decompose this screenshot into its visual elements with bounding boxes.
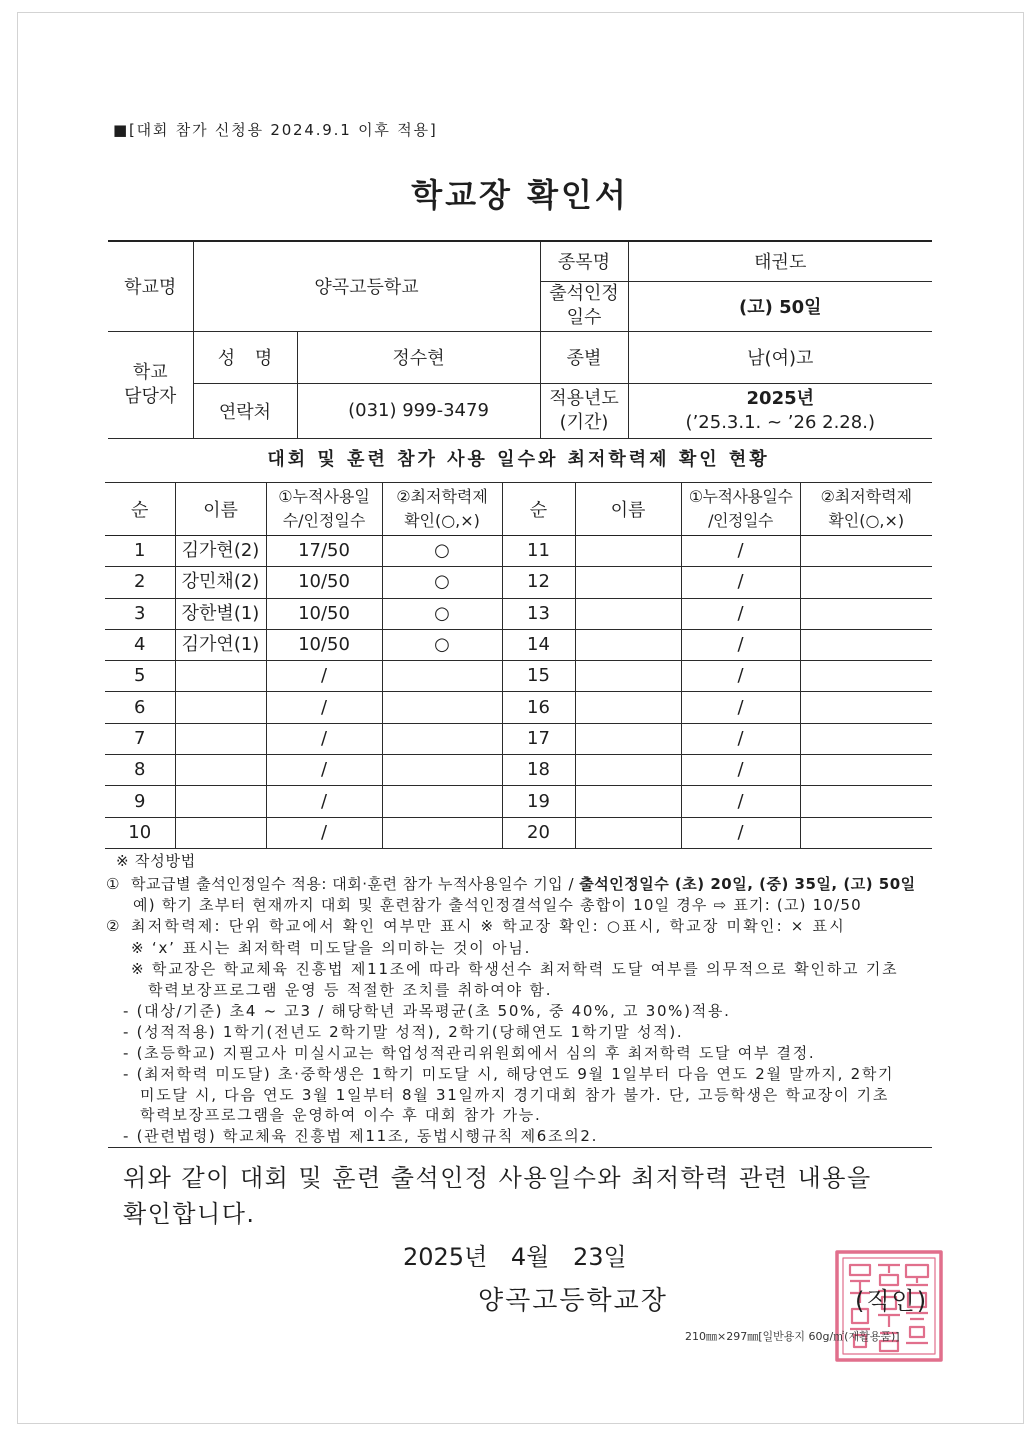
right-usage-days-cell: /: [681, 661, 800, 692]
right-min-achievement-check-cell: [800, 723, 932, 754]
item-2-marker: ②: [106, 917, 120, 935]
left-row-number-cell: 10: [105, 817, 175, 848]
attendance-days-value: (고) 50일: [628, 281, 932, 331]
school-name-label: 학교명: [108, 241, 193, 331]
right-min-achievement-check-cell: [800, 536, 932, 567]
left-usage-days-cell: /: [266, 817, 382, 848]
school-info-table: [108, 240, 932, 439]
left-usage-days-cell: /: [266, 723, 382, 754]
right-row-number-cell: 16: [502, 692, 575, 723]
instructions-heading: ※ 작성방법: [116, 852, 197, 870]
table-row: [105, 692, 932, 723]
instruction-item-1: [106, 874, 916, 894]
header-no-left: 순: [105, 483, 175, 536]
right-usage-days-cell: /: [681, 536, 800, 567]
right-min-achievement-check-cell: [800, 598, 932, 629]
left-min-achievement-check-cell: ○: [382, 629, 502, 660]
left-min-achievement-check-cell: [382, 817, 502, 848]
right-usage-days-cell: /: [681, 817, 800, 848]
period-label: [540, 383, 628, 438]
status-table-body: [105, 536, 932, 849]
item-2-note: ※ 학교장은 학교체육 진흥법 제11조에 따라 학생선수 최저학력 도달 여부를 의무적으로 확인하고 기초: [131, 960, 899, 978]
left-student-name-cell: [175, 786, 266, 817]
right-student-name-cell: [575, 786, 681, 817]
right-row-number-cell: 11: [502, 536, 575, 567]
period-year: 2025년: [746, 387, 815, 409]
left-student-name-cell: [175, 755, 266, 786]
left-row-number-cell: 8: [105, 755, 175, 786]
right-student-name-cell: [575, 629, 681, 660]
left-usage-days-cell: 10/50: [266, 629, 382, 660]
left-row-number-cell: 1: [105, 536, 175, 567]
header-line: ①누적사용일수: [688, 487, 793, 506]
detail-line: - (대상/기준) 초4 ~ 고3 / 해당학년 과목평균(초 50%, 중 40%, 고 30%)적용.: [123, 1002, 731, 1020]
left-row-number-cell: 6: [105, 692, 175, 723]
left-usage-days-cell: /: [266, 661, 382, 692]
manager-label: [108, 331, 193, 438]
header-line: ①누적사용일: [278, 487, 370, 506]
sport-label: 종목명: [540, 241, 628, 281]
left-student-name-cell: [175, 661, 266, 692]
category-label: 종별: [540, 331, 628, 383]
left-row-number-cell: 4: [105, 629, 175, 660]
item-1-bold-text: 출석인정일수 (초) 20일, (중) 35일, (고) 50일: [579, 875, 916, 893]
right-min-achievement-check-cell: [800, 692, 932, 723]
left-min-achievement-check-cell: ○: [382, 536, 502, 567]
right-usage-days-cell: /: [681, 629, 800, 660]
left-min-achievement-check-cell: [382, 723, 502, 754]
header-name-left: 이름: [175, 483, 266, 536]
item-2-note: ※ ‘x’ 표시는 최저학력 미도달을 의미하는 것이 아님.: [131, 939, 532, 957]
right-student-name-cell: [575, 692, 681, 723]
left-student-name-cell: [175, 817, 266, 848]
info-row: [108, 331, 932, 383]
left-row-number-cell: 5: [105, 661, 175, 692]
left-usage-days-cell: /: [266, 692, 382, 723]
detail-line: - (초등학교) 지필고사 미실시교는 학업성적관리위원회에서 심의 후 최저학력 도달 여부 결정.: [123, 1044, 816, 1062]
confirmation-date: 2025년 4월 23일: [403, 1243, 627, 1271]
left-row-number-cell: 3: [105, 598, 175, 629]
paper-spec: 210㎜×297㎜[일반용지 60g/㎡(재활용품)]: [685, 1330, 900, 1343]
confirmation-text-line: 확인합니다.: [123, 1200, 256, 1228]
left-usage-days-cell: 10/50: [266, 598, 382, 629]
manager-label-line: 학교: [132, 361, 168, 383]
left-usage-days-cell: 10/50: [266, 567, 382, 598]
table-row: [105, 629, 932, 660]
right-usage-days-cell: /: [681, 723, 800, 754]
right-row-number-cell: 17: [502, 723, 575, 754]
category-value: 남(여)고: [628, 331, 932, 383]
signer-name: 양곡고등학교장: [478, 1286, 668, 1316]
left-min-achievement-check-cell: [382, 692, 502, 723]
right-student-name-cell: [575, 817, 681, 848]
period-range: (’25.3.1. ~ ’26 2.28.): [685, 411, 875, 433]
table-row: [105, 567, 932, 598]
item-1-marker: ①: [106, 875, 120, 893]
left-student-name-cell: 김가현(2): [175, 536, 266, 567]
manager-label-line: 담당자: [124, 385, 177, 407]
seal-label: (직인): [855, 1287, 929, 1315]
right-min-achievement-check-cell: [800, 629, 932, 660]
detail-line: - (최저학력 미도달) 초·중학생은 1학기 미도달 시, 해당연도 9월 1일부터 다음 연도 2월 말까지, 2학기: [123, 1065, 895, 1083]
right-student-name-cell: [575, 598, 681, 629]
right-usage-days-cell: /: [681, 755, 800, 786]
right-usage-days-cell: /: [681, 567, 800, 598]
right-usage-days-cell: /: [681, 786, 800, 817]
right-row-number-cell: 15: [502, 661, 575, 692]
info-row: [108, 383, 932, 438]
left-usage-days-cell: /: [266, 755, 382, 786]
right-row-number-cell: 20: [502, 817, 575, 848]
right-student-name-cell: [575, 723, 681, 754]
item-1-text: 학교급별 출석인정일수 적용: 대회·훈련 참가 누적사용일수 기입 /: [131, 875, 580, 893]
confirmation-text-line: 위와 같이 대회 및 훈련 출석인정 사용일수와 최저학력 관련 내용을: [123, 1164, 872, 1192]
document-title: 학교장 확인서: [411, 176, 629, 214]
right-min-achievement-check-cell: [800, 755, 932, 786]
section-divider: [108, 1147, 932, 1148]
name-label: 성 명: [193, 331, 297, 383]
left-usage-days-cell: 17/50: [266, 536, 382, 567]
detail-line: 미도달 시, 다음 연도 3월 1일부터 8월 31일까지 경기대회 참가 불가. 단, 고등학생은 학교장이 기초: [140, 1086, 890, 1104]
right-min-achievement-check-cell: [800, 661, 932, 692]
header-days-left: [266, 483, 382, 536]
table-row: [105, 661, 932, 692]
header-no-right: 순: [502, 483, 575, 536]
left-min-achievement-check-cell: ○: [382, 567, 502, 598]
left-student-name-cell: 장한별(1): [175, 598, 266, 629]
detail-line: - (성적적용) 1학기(전년도 2학기말 성적), 2학기(당해연도 1학기말 성적).: [123, 1023, 684, 1041]
right-min-achievement-check-cell: [800, 786, 932, 817]
table-row: [105, 786, 932, 817]
left-student-name-cell: [175, 692, 266, 723]
left-min-achievement-check-cell: [382, 755, 502, 786]
table-row: [105, 598, 932, 629]
right-row-number-cell: 13: [502, 598, 575, 629]
header-check-right: [800, 483, 932, 536]
header-check-left: [382, 483, 502, 536]
header-line: 수/인정일수: [282, 511, 366, 530]
left-usage-days-cell: /: [266, 786, 382, 817]
detail-line: 학력보장프로그램을 운영하여 이수 후 대회 참가 가능.: [140, 1106, 542, 1124]
right-row-number-cell: 14: [502, 629, 575, 660]
right-student-name-cell: [575, 567, 681, 598]
instruction-item-2: [106, 916, 846, 936]
form-usage-note: ■[대회 참가 신청용 2024.9.1 이후 적용]: [113, 121, 438, 139]
item-2-note: 학력보장프로그램 운영 등 적절한 조치를 취하여야 함.: [148, 981, 553, 999]
status-section-heading: 대회 및 훈련 참가 사용 일수와 최저학력제 확인 현황: [267, 449, 770, 470]
contact-value: (031) 999-3479: [297, 383, 540, 438]
right-student-name-cell: [575, 536, 681, 567]
left-student-name-cell: 김가연(1): [175, 629, 266, 660]
header-line: /인정일수: [708, 511, 773, 530]
right-usage-days-cell: /: [681, 692, 800, 723]
attendance-days-label: [540, 281, 628, 331]
header-line: 확인(○,×): [404, 511, 480, 530]
right-row-number-cell: 12: [502, 567, 575, 598]
left-student-name-cell: [175, 723, 266, 754]
right-usage-days-cell: /: [681, 598, 800, 629]
item-1-example: 예) 학기 초부터 현재까지 대회 및 훈련참가 출석인정결석일수 총합이 10일 경우 ⇨ 표기: (고) 10/50: [133, 896, 862, 914]
detail-line: - (관련법령) 학교체육 진흥법 제11조, 동법시행규칙 제6조의2.: [123, 1127, 599, 1145]
right-student-name-cell: [575, 661, 681, 692]
right-student-name-cell: [575, 755, 681, 786]
table-row: [105, 755, 932, 786]
period-label-line: 적용년도: [549, 387, 619, 409]
table-row: [105, 536, 932, 567]
header-name-right: 이름: [575, 483, 681, 536]
header-line: 확인(○,×): [828, 511, 905, 530]
header-days-right: [681, 483, 800, 536]
info-row: [108, 241, 932, 281]
sport-value: 태권도: [628, 241, 932, 281]
school-name-value: 양곡고등학교: [193, 241, 540, 331]
contact-label: 연락처: [193, 383, 297, 438]
left-min-achievement-check-cell: [382, 786, 502, 817]
manager-name: 정수현: [297, 331, 540, 383]
left-student-name-cell: 강민채(2): [175, 567, 266, 598]
header-line: ②최저학력제: [820, 487, 913, 506]
period-label-line: (기간): [559, 411, 609, 433]
left-row-number-cell: 7: [105, 723, 175, 754]
table-row: [105, 723, 932, 754]
right-row-number-cell: 19: [502, 786, 575, 817]
header-line: ②최저학력제: [396, 487, 488, 506]
attendance-label-line: 출석인정: [549, 283, 619, 304]
status-table: [105, 482, 932, 849]
item-2-text: 최저학력제: 단위 학교에서 확인 여부만 표시 ※ 학교장 확인: ○표시, 학교장 미확인: × 표시: [131, 917, 846, 935]
right-min-achievement-check-cell: [800, 817, 932, 848]
right-row-number-cell: 18: [502, 755, 575, 786]
left-row-number-cell: 9: [105, 786, 175, 817]
left-min-achievement-check-cell: ○: [382, 598, 502, 629]
period-value: [628, 383, 932, 438]
table-row: [105, 817, 932, 848]
attendance-label-line: 일수: [566, 307, 602, 328]
left-row-number-cell: 2: [105, 567, 175, 598]
right-min-achievement-check-cell: [800, 567, 932, 598]
left-min-achievement-check-cell: [382, 661, 502, 692]
table-header-row: [105, 483, 932, 536]
